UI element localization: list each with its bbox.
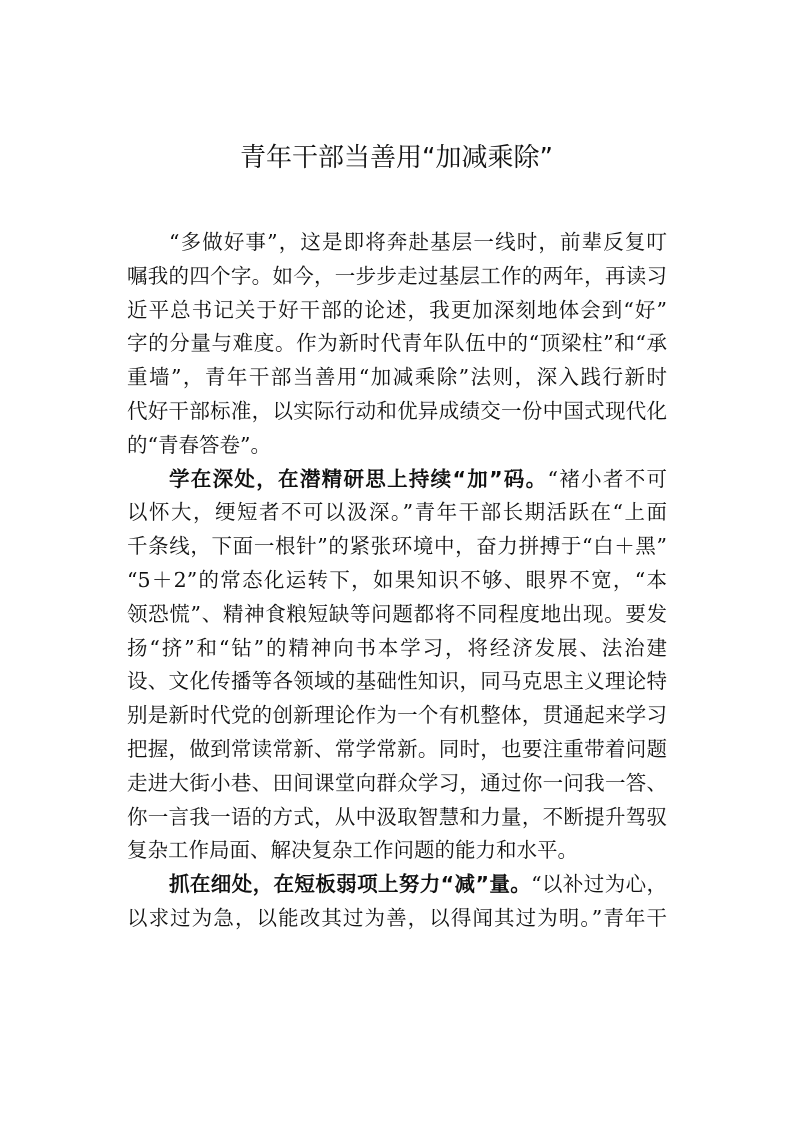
text-span: “以补过为心，: [531, 872, 667, 897]
text-line: 重墙”，青年干部当善用“加减乘除”法则，深入践行新时: [127, 365, 667, 390]
paragraph-subtract: [127, 868, 667, 936]
document-body: [127, 226, 667, 936]
text-line: 设、文化传播等各领域的基础性知识，同马克思主义理论特: [127, 669, 667, 694]
text-line: “5＋2”的常态化运转下，如果知识不够、眼界不宽，“本: [127, 567, 667, 592]
text-line: 嘱我的四个字。如今，一步步走过基层工作的两年，再读习: [127, 263, 667, 288]
paragraph-intro: [127, 226, 667, 463]
text-line: 复杂工作局面、解决复杂工作问题的能力和水平。: [127, 838, 578, 863]
text-line: 近平总书记关于好干部的论述，我更加深刻地体会到“好”: [127, 297, 667, 322]
document-title: 青年干部当善用“加减乘除”: [240, 143, 553, 173]
text-line: 把握，做到常读常新、常学常新。同时，也要注重带着问题: [127, 736, 667, 761]
text-line: 以求过为急，以能改其过为善，以得闻其过为明。”青年干: [127, 905, 667, 930]
text-line: [127, 868, 667, 902]
text-line: 领恐慌”、精神食粮短缺等问题都将不同程度地出现。要发: [127, 601, 667, 626]
paragraph-add: [127, 463, 667, 869]
text-line: 走进大街小巷、田间课堂向群众学习，通过你一问我一答、: [127, 770, 667, 795]
text-line: 代好干部标准，以实际行动和优异成绩交一份中国式现代化: [127, 398, 667, 423]
text-span: “褚小者不可: [547, 466, 667, 491]
text-line: [127, 463, 667, 497]
text-line: “多做好事”，这是即将奔赴基层一线时，前辈反复叮: [169, 230, 667, 254]
section-heading: 学在深处，在潜精研思上持续“加”码。: [169, 466, 548, 491]
text-line: 字的分量与难度。作为新时代青年队伍中的“顶梁柱”和“承: [127, 331, 667, 356]
text-line: 你一言我一语的方式，从中汲取智慧和力量，不断提升驾驭: [127, 804, 667, 829]
text-line: 以怀大，绠短者不可以汲深。”青年干部长期活跃在“上面: [127, 500, 667, 525]
section-heading: 抓在细处，在短板弱项上努力“减”量。: [169, 872, 532, 897]
text-line: 千条线，下面一根针”的紧张环境中，奋力拼搏于“白＋黑”: [127, 534, 667, 559]
text-line: 的“青春答卷”。: [127, 432, 271, 457]
text-line: 扬“挤”和“钻”的精神向书本学习，将经济发展、法治建: [127, 635, 667, 660]
text-line: 别是新时代党的创新理论作为一个有机整体，贯通起来学习: [127, 703, 667, 728]
